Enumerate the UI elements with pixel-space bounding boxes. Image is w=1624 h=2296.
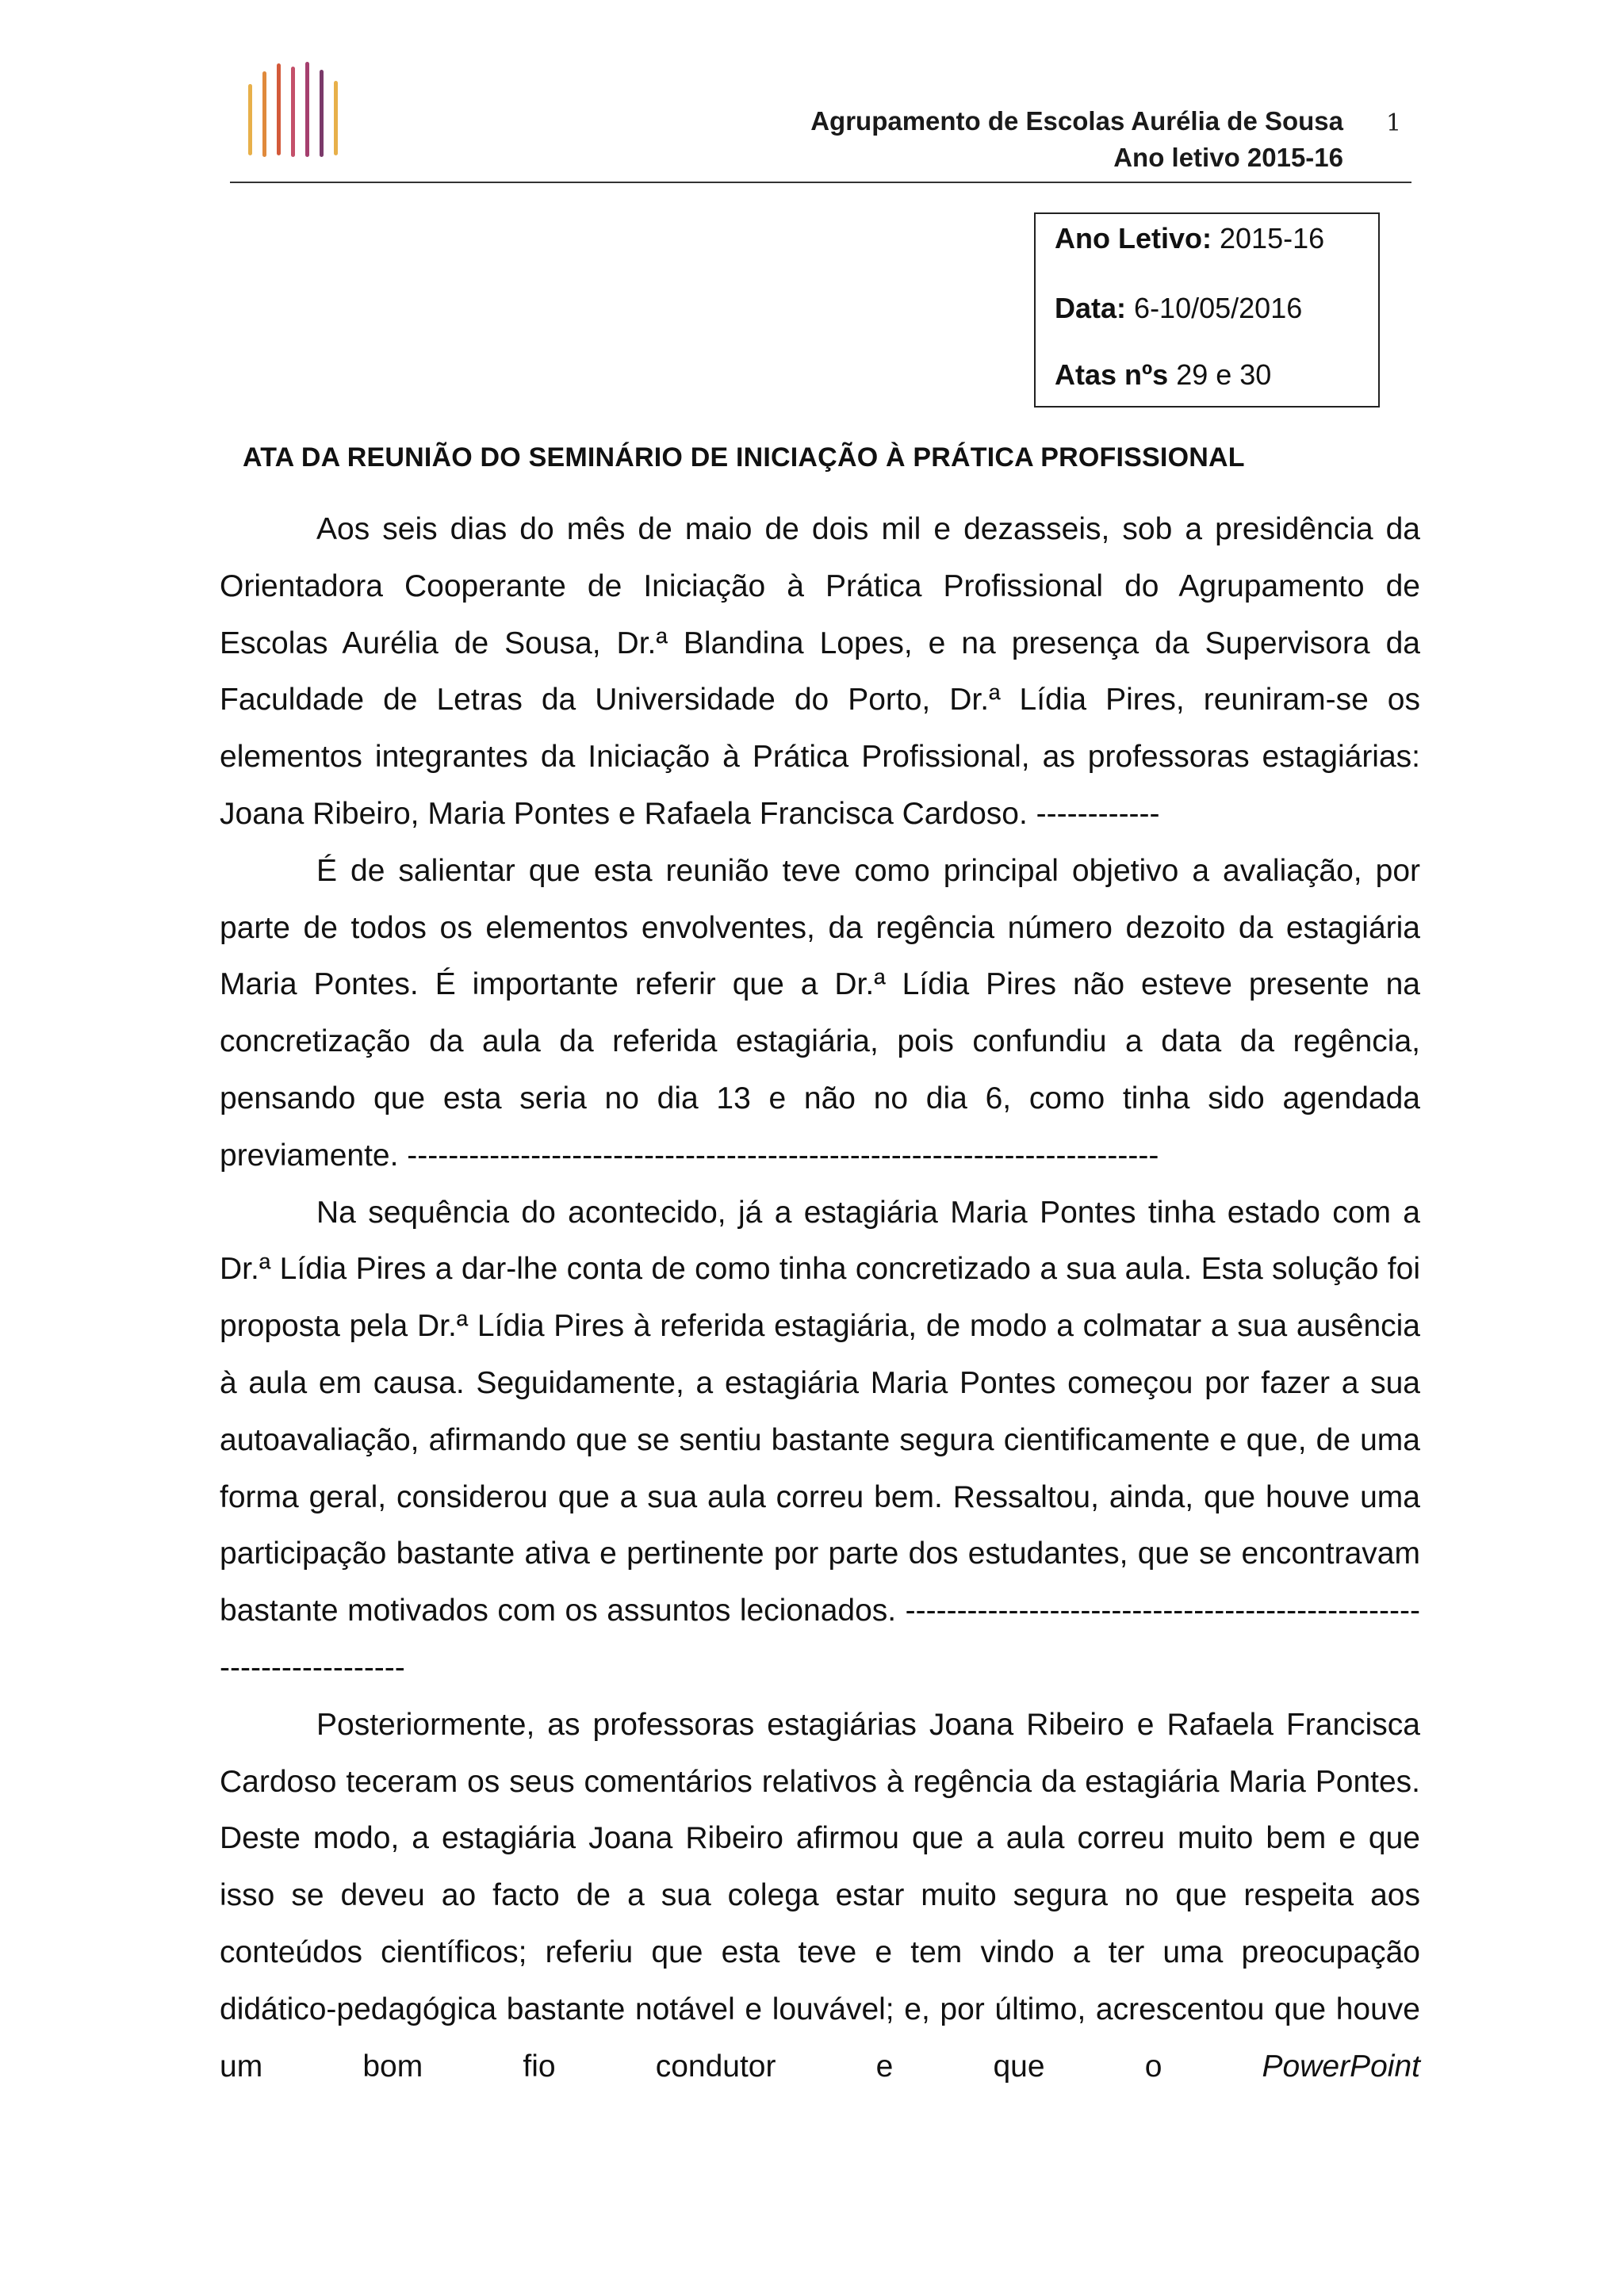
paragraph-text: Posteriormente, as professoras estagiárias Joana Ribeiro e Rafaela Francisca Cardoso teceram os seus comentários relativos à regência da estagiária Maria Pontes. Deste modo, a estagiária Joana Ribeiro afirmou que a aula correu muito bem e que isso se deveu ao facto de a sua colega estar muito segura no que respeita aos conteúdos científicos; referiu que esta teve e tem vindo a ter uma preocupação didático-pedagógica bastante notável e louvável; e, por último, acrescentou que houve um bom fio condutor e que o xyxy=(220,1707,1420,2084)
header-divider xyxy=(230,182,1411,183)
date-label: Data: xyxy=(1055,292,1127,324)
logo-stripe xyxy=(320,70,324,157)
document-title: ATA DA REUNIÃO DO SEMINÁRIO DE INICIAÇÃO À PRÁTICA PROFISSIONAL xyxy=(243,442,1245,473)
paragraph-text: Aos seis dias do mês de maio de dois mil e dezasseis, sob a presidência da Orientadora Cooperante de Iniciação à Prática Profissional do Agrupamento de Escolas Aurélia de Sousa, Dr.ª Blandina Lopes, e na presença da Supervisora da Faculdade de Letras da Universidade do Porto, Dr.ª Lídia Pires, reuniram-se os elementos integrantes da Iniciação à Prática Profissional, as professoras estagiárias: Joana Ribeiro, Maria Pontes e Rafaela Francisca Cardoso. ------------ xyxy=(220,512,1420,831)
minutes-body xyxy=(220,501,1420,2095)
school-year-label: Ano Letivo: xyxy=(1055,222,1212,254)
paragraph-text: Na sequência do acontecido, já a estagiária Maria Pontes tinha estado com a Dr.ª Lídia Pires a dar-lhe conta de como tinha concretizado a sua aula. Esta solução foi proposta pela Dr.ª Lídia Pires à referida estagiária, de modo a colmatar a sua ausência à aula em causa. Seguidamente, a estagiária Maria Pontes começou por fazer a sua autoavaliação, afirmando que se sentiu bastante segura cientificamente e que, de uma forma geral, considerou que a sua aula correu bem. Ressaltou, ainda, que houve uma participação bastante ativa e pertinente por parte dos estudantes, que se encontravam bastante motivados com os assuntos lecionados. -------------------------------------------------------------------- xyxy=(220,1195,1420,1685)
minutes-number-label: Atas nºs xyxy=(1055,358,1169,391)
logo-stripe xyxy=(291,67,295,157)
paragraph xyxy=(220,843,1420,1184)
paragraph xyxy=(220,501,1420,843)
date-value: 6-10/05/2016 xyxy=(1134,292,1303,324)
date-row xyxy=(1055,292,1302,325)
minutes-number-row xyxy=(1055,358,1271,392)
italic-term: PowerPoint xyxy=(1262,2049,1420,2084)
header-school-info xyxy=(810,103,1343,176)
paragraph-text: É de salientar que esta reunião teve como principal objetivo a avaliação, por parte de todos os elementos envolventes, da regência número dezoito da estagiária Maria Pontes. É importante referir que a Dr.ª Lídia Pires não esteve presente na concretização da aula da referida estagiária, pois confundiu a data da regência, pensando que esta seria no dia 13 e não no dia 6, como tinha sido agendada previamente. ------------------------------------------------------------------------- xyxy=(220,853,1420,1173)
header-school-name: Agrupamento de Escolas Aurélia de Sousa xyxy=(810,106,1343,136)
paragraph xyxy=(220,1697,1420,2095)
logo-stripe xyxy=(305,62,309,157)
school-logo xyxy=(242,60,353,162)
paragraph xyxy=(220,1184,1420,1697)
logo-stripe xyxy=(248,84,252,155)
logo-stripe xyxy=(262,71,266,157)
header-school-year: Ano letivo 2015-16 xyxy=(1113,143,1343,172)
minutes-number-value: 29 e 30 xyxy=(1176,358,1272,391)
page-number: 1 xyxy=(1386,109,1402,137)
school-year-value: 2015-16 xyxy=(1220,222,1325,254)
school-year-row xyxy=(1055,222,1324,255)
logo-stripe xyxy=(334,81,338,155)
logo-stripe xyxy=(277,63,281,155)
